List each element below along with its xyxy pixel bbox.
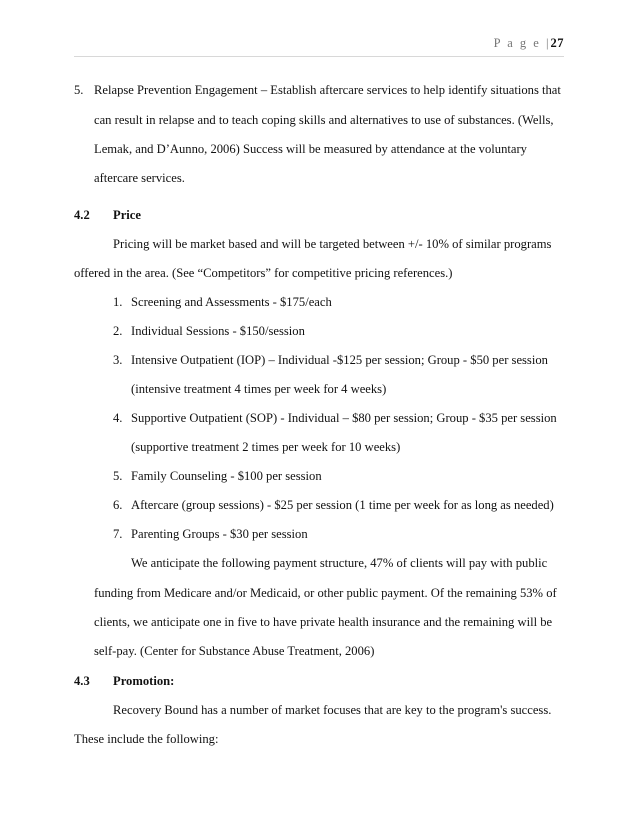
list-item: Aftercare (group sessions) - $25 per session (1 time per week for as long as needed) <box>131 498 554 512</box>
header-rule <box>74 56 564 57</box>
section-title: Price <box>113 208 141 222</box>
page-separator: | <box>545 36 551 50</box>
list-item-number: 7. <box>113 527 123 541</box>
list-item-number: 1. <box>113 295 123 309</box>
paragraph-line: self-pay. (Center for Substance Abuse Treatment, 2006) <box>94 644 375 658</box>
section-number: 4.2 <box>74 208 90 222</box>
list-item-number: 2. <box>113 324 123 338</box>
list-item-number: 6. <box>113 498 123 512</box>
paragraph-line: Lemak, and D’Aunno, 2006) Success will be measured by attendance at the voluntary <box>94 142 527 156</box>
list-item-number: 5. <box>113 469 123 483</box>
page-number: 27 <box>550 36 564 50</box>
list-item: Supportive Outpatient (SOP) - Individual – $80 per session; Group - $35 per session <box>131 411 557 425</box>
list-item-note: (supportive treatment 2 times per week for 10 weeks) <box>131 440 401 454</box>
list-item-number: 4. <box>113 411 123 425</box>
paragraph-line: These include the following: <box>74 732 219 746</box>
paragraph-line: can result in relapse and to teach coping skills and alternatives to use of substances. (Wells, <box>94 113 554 127</box>
list-item-number: 5. <box>74 83 84 97</box>
paragraph-line: funding from Medicare and/or Medicaid, or other public payment. Of the remaining 53% of <box>94 586 557 600</box>
paragraph-line: Relapse Prevention Engagement – Establish aftercare services to help identify situations that <box>94 83 561 97</box>
section-title: Promotion: <box>113 674 175 688</box>
list-item: Parenting Groups - $30 per session <box>131 527 308 541</box>
paragraph-line: aftercare services. <box>94 171 185 185</box>
paragraph-line: Recovery Bound has a number of market focuses that are key to the program's success. <box>113 703 552 717</box>
section-number: 4.3 <box>74 674 90 688</box>
page-header <box>494 36 564 51</box>
paragraph-line: clients, we anticipate one in five to have private health insurance and the remaining will be <box>94 615 553 629</box>
paragraph-line: Pricing will be market based and will be targeted between +/- 10% of similar programs <box>113 237 552 251</box>
page-label: P a g e <box>493 36 541 50</box>
list-item: Individual Sessions - $150/session <box>131 324 305 338</box>
paragraph-line: We anticipate the following payment structure, 47% of clients will pay with public <box>131 556 548 570</box>
list-item: Screening and Assessments - $175/each <box>131 295 332 309</box>
paragraph-line: offered in the area. (See “Competitors” for competitive pricing references.) <box>74 266 453 280</box>
list-item: Intensive Outpatient (IOP) – Individual -$125 per session; Group - $50 per session <box>131 353 548 367</box>
list-item: Family Counseling - $100 per session <box>131 469 322 483</box>
list-item-number: 3. <box>113 353 123 367</box>
list-item-note: (intensive treatment 4 times per week for 4 weeks) <box>131 382 387 396</box>
